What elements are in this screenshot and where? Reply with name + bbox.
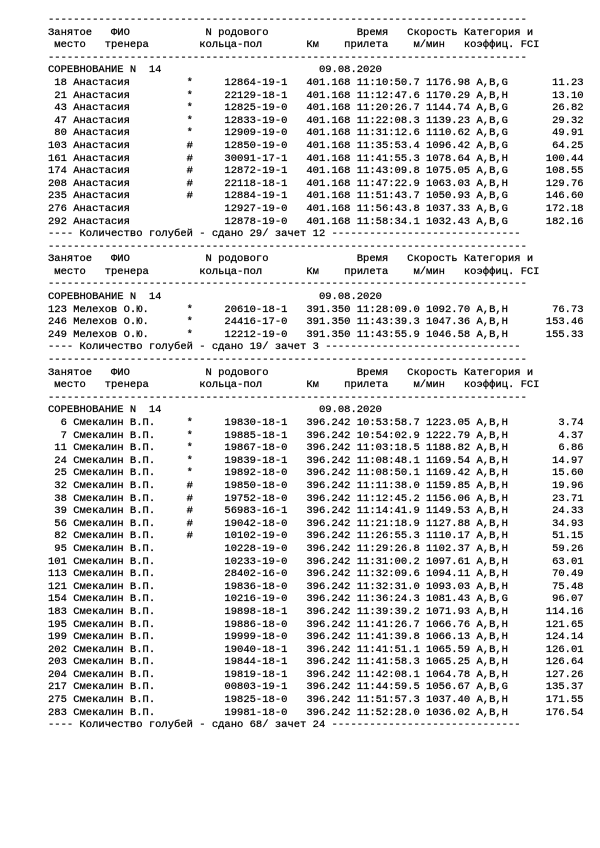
column-header-line-2: место тренера кольца-пол Км прилета м/мин коэффиц. FCI [48,265,540,278]
table-row: 25 Смекалин В.П. * 19892-18-0 396.242 11:08:50.1 1169.42 A,B,H 15.60 [48,467,584,480]
table-row: 32 Смекалин В.П. # 19850-18-0 396.242 11:11:38.0 1159.85 A,B,H 19.96 [48,479,584,492]
table-row: 292 Анастасия 12878-19-0 401.168 11:58:34.1 1032.43 A,B,G 182.16 [48,215,584,228]
table-row: 174 Анастасия # 12872-19-1 401.168 11:43:09.8 1075.05 A,B,G 108.55 [48,165,584,178]
table-row: 24 Смекалин В.П. * 19839-18-1 396.242 11:08:48.1 1169.54 A,B,H 14.97 [48,454,584,467]
results-block-1 [48,14,588,241]
table-row: 123 Мелехов О.Ю. * 20610-18-1 391.350 11:28:09.0 1092.70 A,B,H 76.73 [48,303,584,316]
table-row: 235 Анастасия # 12884-19-1 401.168 11:51:43.7 1050.93 A,B,G 146.60 [48,190,584,203]
table-row: 203 Смекалин В.П. 19844-18-1 396.242 11:41:58.3 1065.25 A,B,H 126.64 [48,656,584,669]
table-row: 217 Смекалин В.П. 00803-19-1 396.242 11:44:59.5 1056.67 A,B,G 135.37 [48,681,584,694]
summary-footer: ---- Количество голубей - сдано 29/ зачет 12 ------------------------------ [48,228,521,241]
table-row: 276 Анастасия 12927-19-0 401.168 11:56:43.8 1037.33 A,B,G 172.18 [48,202,584,215]
table-row: 249 Мелехов О.Ю. * 12212-19-0 391.350 11:43:55.9 1046.58 A,B,H 155.33 [48,328,584,341]
summary-footer: ---- Количество голубей - сдано 68/ зачет 24 ------------------------------ [48,719,521,732]
table-row: 246 Мелехов О.Ю. * 24416-17-0 391.350 11:43:39.3 1047.36 A,B,H 153.46 [48,316,584,329]
results-block-3 [48,354,588,732]
results-report [48,14,588,732]
column-header-line-1: Занятое ФИО N родового Время Скорость Категория и [48,366,534,379]
table-row: 39 Смекалин В.П. # 56983-16-1 396.242 11:14:41.9 1149.53 A,B,H 24.33 [48,505,584,518]
summary-footer: ---- Количество голубей - сдано 19/ зачет 3 ------------------------------- [48,341,521,354]
table-row: 80 Анастасия * 12909-19-0 401.168 11:31:12.6 1110.62 A,B,G 49.91 [48,127,584,140]
table-row: 101 Смекалин В.П. 10233-19-0 396.242 11:31:00.2 1097.61 A,B,H 63.01 [48,555,584,568]
table-row: 6 Смекалин В.П. * 19830-18-1 396.242 10:53:58.7 1223.05 A,B,H 3.74 [48,417,584,429]
results-block-2 [48,241,588,354]
header-rule: ---------------------------------------------------------------------------- [48,14,527,26]
column-header-line-2: место тренера кольца-пол Км прилета м/мин коэффиц. FCI [48,379,540,392]
header-rule: ---------------------------------------------------------------------------- [48,240,527,253]
table-row: 21 Анастасия * 22129-18-1 401.168 11:12:47.6 1170.29 A,B,H 13.10 [48,89,584,102]
table-row: 161 Анастасия # 30091-17-1 401.168 11:41:55.3 1078.64 A,B,H 100.44 [48,152,584,165]
table-row: 43 Анастасия * 12825-19-0 401.168 11:20:26.7 1144.74 A,B,G 26.82 [48,102,584,115]
table-row: 183 Смекалин В.П. 19898-18-1 396.242 11:39:39.2 1071.93 A,B,H 114.16 [48,605,584,618]
table-row: 47 Анастасия * 12833-19-0 401.168 11:22:08.3 1139.23 A,B,G 29.32 [48,114,584,127]
table-row: 121 Смекалин В.П. 19836-18-0 396.242 11:32:31.0 1093.03 A,B,H 75.48 [48,580,584,593]
competition-line: СОРЕВНОВАНИЕ N 14 09.08.2020 [48,404,382,417]
competition-line: СОРЕВНОВАНИЕ N 14 09.08.2020 [48,64,382,77]
table-row: 103 Анастасия # 12850-19-0 401.168 11:35:53.4 1096.42 A,B,G 64.25 [48,139,584,152]
table-row: 202 Смекалин В.П. 19040-18-1 396.242 11:41:51.1 1065.59 A,B,H 126.01 [48,643,584,656]
table-row: 199 Смекалин В.П. 19999-18-0 396.242 11:41:39.8 1066.13 A,B,H 124.14 [48,631,584,644]
header-rule: ---------------------------------------------------------------------------- [48,391,527,404]
competition-line: СОРЕВНОВАНИЕ N 14 09.08.2020 [48,291,382,304]
table-row: 154 Смекалин В.П. 10216-19-0 396.242 11:36:24.3 1081.43 A,B,G 96.07 [48,593,584,606]
table-row: 283 Смекалин В.П. 19981-18-0 396.242 11:52:28.0 1036.02 A,B,H 176.54 [48,706,584,719]
table-row: 204 Смекалин В.П. 19819-18-1 396.242 11:42:08.1 1064.78 A,B,H 127.26 [48,668,584,681]
table-row: 195 Смекалин В.П. 19886-18-0 396.242 11:41:26.7 1066.76 A,B,H 121.65 [48,618,584,631]
header-rule: ---------------------------------------------------------------------------- [48,278,527,291]
table-row: 113 Смекалин В.П. 28402-16-0 396.242 11:32:09.6 1094.11 A,B,H 70.49 [48,568,584,581]
table-row: 82 Смекалин В.П. # 10102-19-0 396.242 11:26:55.3 1110.17 A,B,H 51.15 [48,530,584,543]
table-row: 11 Смекалин В.П. * 19867-18-0 396.242 11:03:18.5 1188.82 A,B,H 6.86 [48,442,584,455]
column-header-line-1: Занятое ФИО N родового Время Скорость Категория и [48,26,534,39]
column-header-line-2: место тренера кольца-пол Км прилета м/мин коэффиц. FCI [48,39,540,52]
header-rule: ---------------------------------------------------------------------------- [48,354,527,367]
table-row: 38 Смекалин В.П. # 19752-18-0 396.242 11:12:45.2 1156.06 A,B,H 23.71 [48,492,584,505]
table-row: 95 Смекалин В.П. 10228-19-0 396.242 11:29:26.8 1102.37 A,B,H 59.26 [48,542,584,555]
table-row: 275 Смекалин В.П. 19825-18-0 396.242 11:51:57.3 1037.40 A,B,H 171.55 [48,694,584,707]
table-row: 208 Анастасия # 22118-18-1 401.168 11:47:22.9 1063.03 A,B,H 129.76 [48,177,584,190]
table-row: 56 Смекалин В.П. # 19042-18-0 396.242 11:21:18.9 1127.88 A,B,H 34.93 [48,517,584,530]
column-header-line-1: Занятое ФИО N родового Время Скорость Категория и [48,253,534,266]
header-rule: ---------------------------------------------------------------------------- [48,51,527,64]
table-row: 7 Смекалин В.П. * 19885-18-1 396.242 10:54:02.9 1222.79 A,B,H 4.37 [48,429,584,442]
table-row: 18 Анастасия * 12864-19-1 401.168 11:10:50.7 1176.98 A,B,G 11.23 [48,76,584,89]
